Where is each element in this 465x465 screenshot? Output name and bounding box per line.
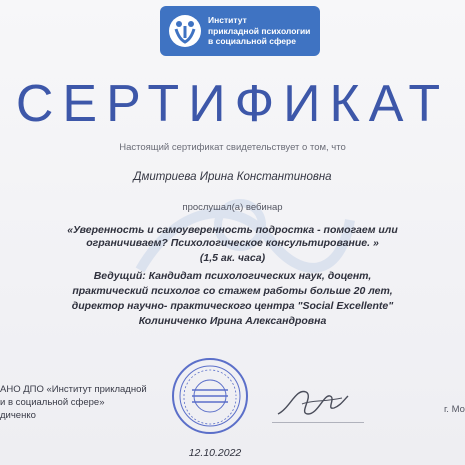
recipient-name: Дмитриева Ирина Константиновна xyxy=(133,171,332,183)
signature-line xyxy=(272,422,364,423)
institute-name: Институт прикладной психологии в социальной сфере xyxy=(208,15,311,47)
lecturer-block xyxy=(30,269,435,329)
listened-text: прослушал(а) вебинар xyxy=(182,202,283,213)
lecturer-line: директор научно- практического центра "Social Excellente" xyxy=(71,300,394,312)
lecturer-line: Ведущий: Кандидат психологических наук, доцент, xyxy=(93,270,372,282)
people-logo-icon xyxy=(168,14,202,48)
institute-logo xyxy=(160,6,320,56)
issue-date: 12.10.2022 xyxy=(188,447,242,459)
certifies-text: Настоящий сертификат свидетельствует о том, что xyxy=(119,142,346,153)
webinar-title: «Уверенность и самоуверенность подростка - помогаем или ограничиваем? Психологическое консультирование. » xyxy=(67,224,398,249)
city-text: г. Мо xyxy=(444,404,465,415)
issuer-organization: АНО ДПО «Институт прикладной и в социальной сфере» диченко xyxy=(0,384,147,421)
certificate-title: СЕРТИФИКАТ xyxy=(15,75,450,133)
webinar-hours: (1,5 ак. часа) xyxy=(199,252,266,264)
signature-icon xyxy=(272,378,352,424)
seal-stamp-icon xyxy=(170,356,250,436)
lecturer-line: практический психолог со стажем работы больше 20 лет, xyxy=(72,285,393,297)
lecturer-line: Колиниченко Ирина Александровна xyxy=(138,315,327,327)
